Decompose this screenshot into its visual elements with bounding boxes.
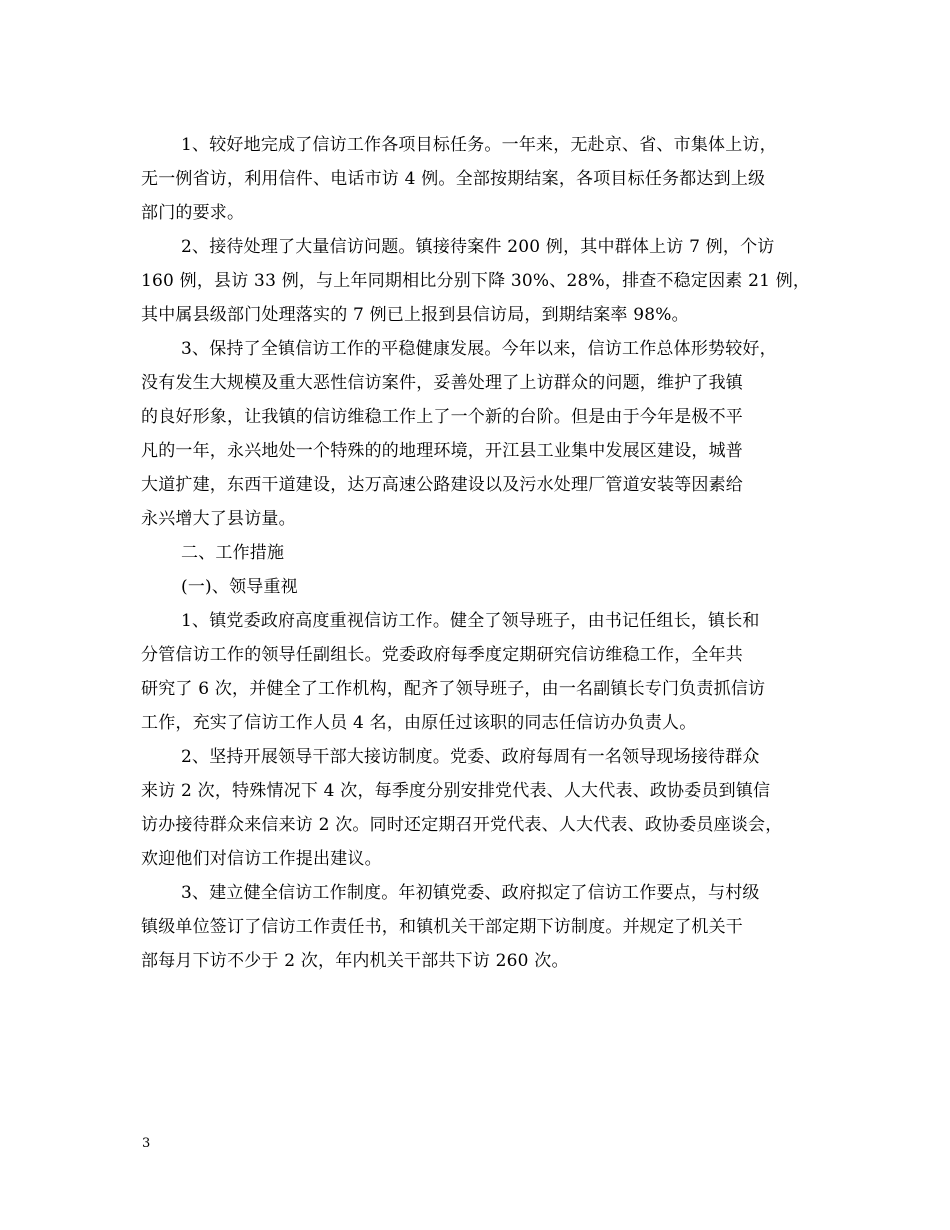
text-line: 研究了 6 次，并健全了工作机构，配齐了领导班子，由一名副镇长专门负责抓信访	[141, 679, 766, 699]
paragraph-achievement-3	[141, 332, 821, 536]
paragraph-measure-2	[141, 740, 821, 876]
text-line: 其中属县级部门处理落实的 7 例已上报到县信访局，到期结案率 98%。	[141, 305, 689, 325]
text-line: 3、建立健全信访工作制度。年初镇党委、政府拟定了信访工作要点，与村级	[181, 883, 760, 903]
text-line: 2、坚持开展领导干部大接访制度。党委、政府每周有一名领导现场接待群众	[181, 747, 760, 767]
text-line: 没有发生大规模及重大恶性信访案件，妥善处理了上访群众的问题，维护了我镇	[141, 373, 743, 393]
text-line: 工作，充实了信访工作人员 4 名，由原任过该职的同志任信访办负责人。	[141, 713, 697, 733]
text-line: 永兴增大了县访量。	[141, 509, 296, 529]
paragraph-measure-1	[141, 604, 821, 740]
text-line: 1、镇党委政府高度重视信访工作。健全了领导班子，由书记任组长，镇长和	[181, 611, 760, 631]
paragraph-achievement-1	[141, 128, 821, 230]
text-line: 分管信访工作的领导任副组长。党委政府每季度定期研究信访维稳工作，全年共	[141, 645, 743, 665]
page-number: 3	[142, 1136, 151, 1151]
text-line: 凡的一年，永兴地处一个特殊的的地理环境，开江县工业集中发展区建设，城普	[141, 441, 743, 461]
text-line: 访办接待群众来信来访 2 次。同时还定期召开党代表、人大代表、政协委员座谈会，	[141, 815, 783, 835]
text-line: 部门的要求。	[141, 203, 245, 223]
section-heading-measures	[141, 536, 821, 570]
text-line: 大道扩建，东西干道建设，达万高速公路建设以及污水处理厂管道安装等因素给	[141, 475, 743, 495]
paragraph-achievement-2	[141, 230, 821, 332]
text-line: 2、接待处理了大量信访问题。镇接待案件 200 例，其中群体上访 7 例，个访	[181, 237, 775, 257]
subsection-heading-leadership	[141, 570, 821, 604]
text-line: (一)、领导重视	[181, 577, 298, 597]
document-body	[141, 128, 821, 978]
paragraph-measure-3	[141, 876, 821, 978]
text-line: 部每月下访不少于 2 次，年内机关干部共下访 260 次。	[141, 951, 569, 971]
text-line: 镇级单位签订了信访工作责任书，和镇机关干部定期下访制度。并规定了机关干	[141, 917, 743, 937]
text-line: 160 例，县访 33 例，与上年同期相比分别下降 30%、28%，排查不稳定因素 21 例，	[141, 271, 811, 291]
text-line: 3、保持了全镇信访工作的平稳健康发展。今年以来，信访工作总体形势较好，	[181, 339, 777, 359]
text-line: 1、较好地完成了信访工作各项目标任务。一年来，无赴京、省、市集体上访，	[181, 135, 777, 155]
text-line: 无一例省访，利用信件、电话市访 4 例。全部按期结案，各项目标任务都达到上级	[141, 169, 766, 189]
text-line: 二、工作措施	[181, 543, 285, 563]
text-line: 来访 2 次，特殊情况下 4 次，每季度分别安排党代表、人大代表、政协委员到镇信	[141, 781, 771, 801]
text-line: 欢迎他们对信访工作提出建议。	[141, 849, 382, 869]
text-line: 的良好形象，让我镇的信访维稳工作上了一个新的台阶。但是由于今年是极不平	[141, 407, 743, 427]
